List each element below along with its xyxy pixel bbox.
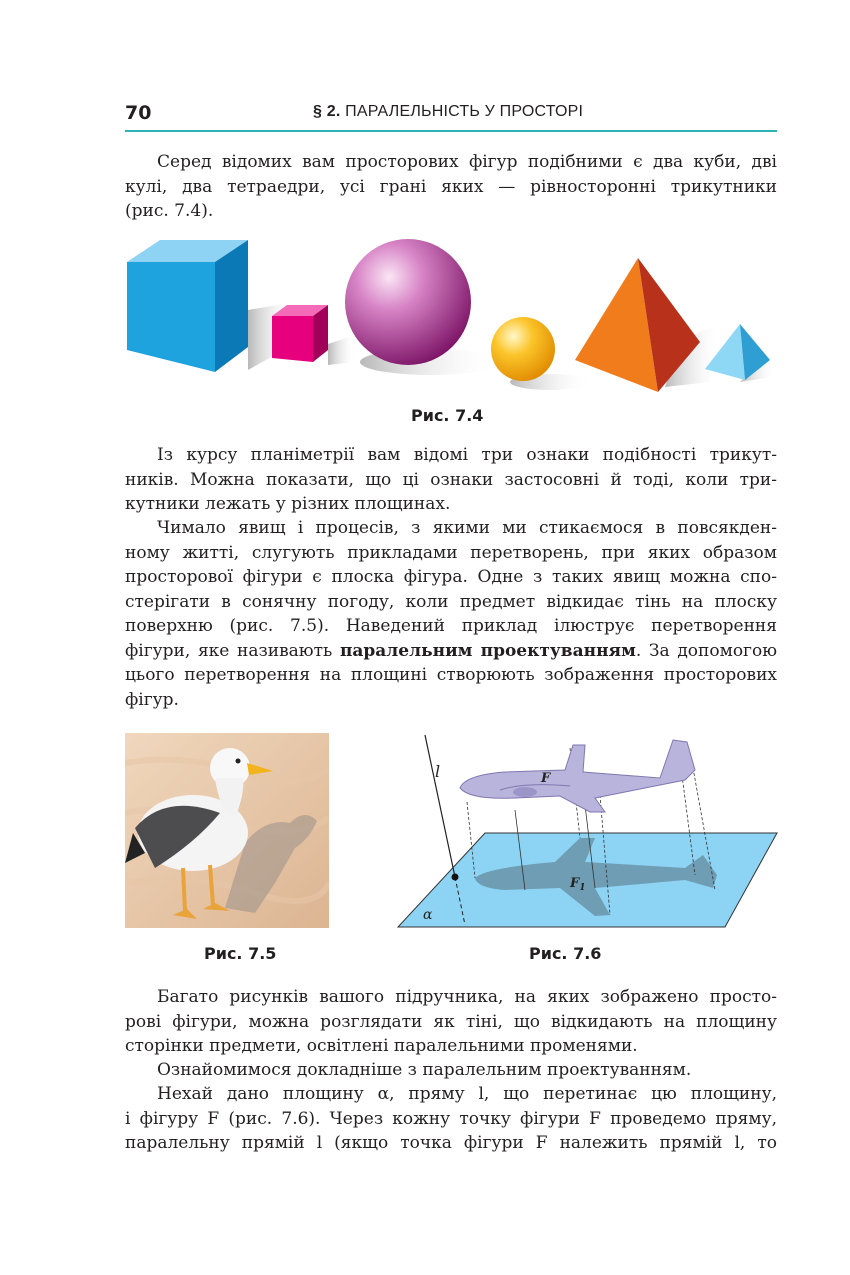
label-F1-letter: F [570,876,580,891]
figure-7-4-caption: Рис. 7.4 [411,406,484,425]
text-line: Нехай дано площину α, пряму l, що перетинає цю площину, [157,1084,777,1104]
paragraph-2 [125,443,777,517]
label-F1-subscript: 1 [579,883,586,893]
paragraph-4 [125,985,777,1059]
text-line: рові фігури, можна розглядати як тіні, що відкидають на площину [125,1011,777,1032]
text-line: просторової фігури є плоска фігура. Одне з таких явищ можна спо- [125,567,777,587]
text-line: сторінки предмети, освітлені паралельними променями. [125,1036,638,1056]
small-cube [272,305,355,365]
paragraph-5 [125,1058,777,1083]
figure-7-6 [395,730,780,930]
text-line: кулі, два тетраедри, усі грані яких — рівносторонні трикутники [125,176,777,197]
page-number: 70 [125,102,152,124]
term-parallel-projection: паралельним проектуванням [339,640,636,661]
airplane [460,740,695,812]
page-header [125,100,777,132]
text-line: фігур. [125,689,179,710]
text-run: фігури, яке називають [125,640,340,661]
label-F: F [541,771,551,786]
text-line: Чимало явищ і процесів, з якими ми стикаємося в повсякден- [157,518,777,538]
text-line: поверхню (рис. 7.5). Наведений приклад ілюструє перетворення [125,616,777,636]
large-cube [127,240,295,372]
figure-7-5-caption: Рис. 7.5 [204,944,277,963]
large-sphere [345,239,500,375]
text-line: паралельну прямій l (якщо точка фігури F належить прямій l, то [125,1133,777,1153]
text-run: . За допомогою [635,640,778,661]
text-line: стерігати в сонячну погоду, коли предмет відкидає тінь на плоску [125,591,777,612]
figure-7-4 [120,232,780,397]
text-line: Ознайомимося докладніше з паралельним проектуванням. [157,1060,692,1080]
text-line: ників. Можна показати, що ці ознаки застосовні й тоді, коли три- [125,469,777,490]
section-title [313,103,583,121]
text-line: Із курсу планіметрії вам відомі три ознаки подібності трикут- [157,445,777,465]
label-alpha: α [423,907,433,923]
text-line: і фігуру F (рис. 7.6). Через кожну точку фігури F проведемо пряму, [125,1108,777,1129]
text-line: Серед відомих вам просторових фігур подібними є два куби, дві [157,152,777,172]
paragraph-3 [125,516,777,712]
paragraph-1 [125,150,777,224]
text-line: Багато рисунків вашого підручника, на яких зображено просто- [157,987,777,1007]
large-tetrahedron [575,258,720,392]
paragraph-6 [125,1082,777,1156]
figure-7-5-seagull-photo [125,733,329,928]
small-sphere [491,317,590,390]
intersection-point [452,874,459,881]
text-line: (рис. 7.4). [125,201,214,221]
section-title-text: ПАРАЛЕЛЬНІСТЬ У ПРОСТОРІ [345,103,584,120]
label-l: l [435,762,441,781]
figure-7-6-caption: Рис. 7.6 [529,944,602,963]
text-line: ному житті, слугують прикладами перетворень, при яких образом [125,542,777,563]
text-line: кутники лежать у різних площинах. [125,494,451,514]
line-l [425,735,455,877]
section-mark: § 2. [313,103,341,120]
text-line: цього перетворення на площині створюють зображення просторових [125,665,777,685]
text-line [125,639,777,664]
